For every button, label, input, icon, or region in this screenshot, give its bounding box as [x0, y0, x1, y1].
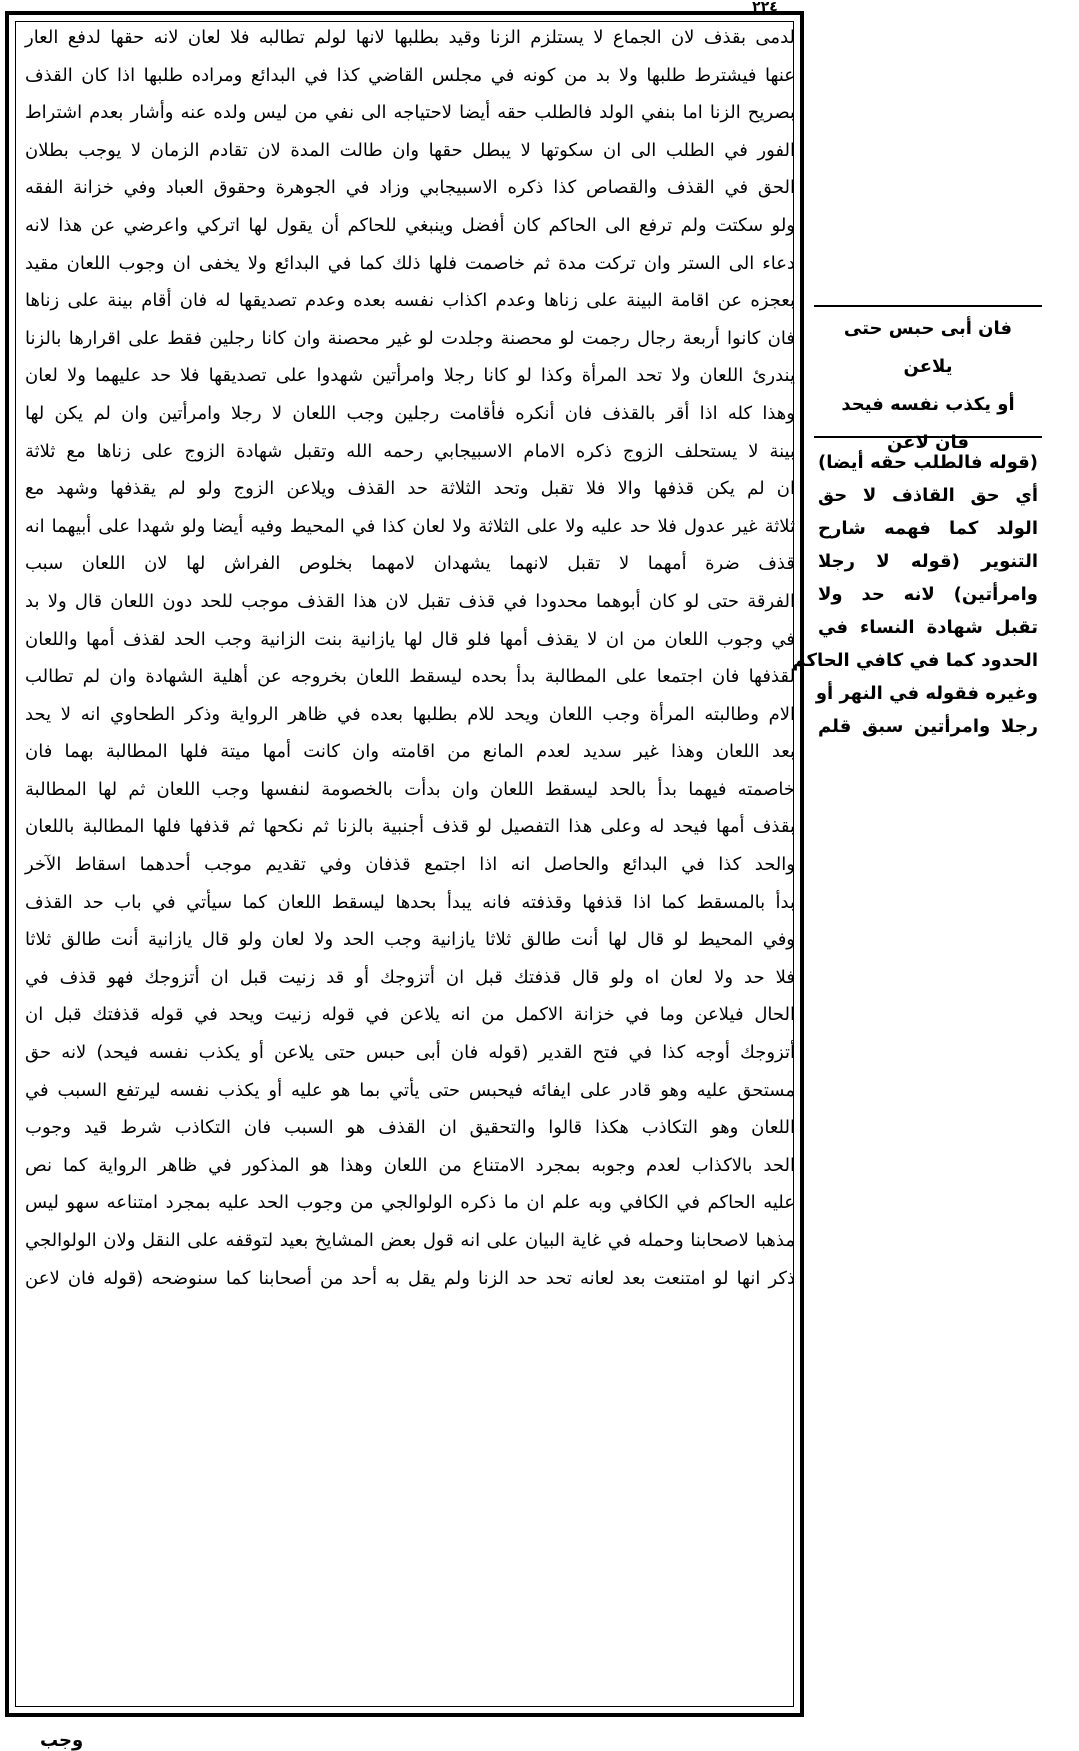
- text-line: بقذف أمها فيحد له وعلى هذا التفصيل لو قذف أجنبية بالزنا ثم نكحها ثم قذفها فلها المطالبة باللعان: [25, 816, 795, 838]
- text-line: وهذا كله اذا أقر بالقذف فان أنكره فأقامت رجلين وجب اللعان لا رجلا وامرأتين وان لم يكن لها: [25, 402, 795, 424]
- text-line: لدمى بقذف لان الجماع لا يستلزم الزنا وقيد بطلبها لانها لولم تطالبه فلا لعان لانه حقها لدفع العار: [25, 27, 795, 48]
- main-text-body: [25, 19, 795, 1297]
- text-line: ذكر انها لو امتنعت بعد لعانه تحد حد الزنا ولم يقل به أحد من أصحابنا كما سنوضحه (قوله فان لاعن: [25, 1267, 795, 1289]
- text-line: فان كانوا أربعة رجال رجمت لو محصنة وجلدت لو غير محصنة وان كانا رجلين فقط على اقرارها بالزنا: [25, 327, 795, 349]
- main-text-frame: [5, 11, 804, 1717]
- text-line: الفرقة حتى لو كان أبوهما محدودا في قذف تقبل لان هذا القذف موجب للحد دون اللعان قال ولا بد: [25, 590, 795, 612]
- text-line: الفور في الطلب الى ان سكوتها لا يبطل حقها وان طالت المدة لان تقادم الزمان لا يوجب بطلان: [25, 139, 795, 161]
- text-line: عليه الحاكم في الكافي وبه علم ان ما ذكره الولوالجي من وجوب الحد عليه بمجرد امتناعه سهو ليس: [25, 1192, 795, 1214]
- text-line: دعاء الى الستر وان تركت مدة ثم خاصمت فلها ذلك كما في البدائع ولا يخفى ان وجوب اللعان مقيد: [25, 252, 795, 274]
- margin-hashiya-line: تقبل شهادة النساء في: [818, 617, 1038, 638]
- text-line: الحد بالاكذاب لعدم وجوبه بمجرد الامتناع من اللعان وهذا هو المذكور في ظاهر الرواية كما نص: [25, 1154, 795, 1176]
- margin-hashiya-line: وغيره فقوله في النهر أو: [815, 683, 1038, 704]
- text-line: فلا حد ولا لعان اه ولو قال قذفتك قبل ان أتزوجك أو قد زنيت قبل ان أتزوجك فهو قذف في: [25, 966, 795, 988]
- text-line: ان لم يكن قذفها والا فلا تقبل وتحد الثلاثة حد القذف ويلاعن الزوج ولو لم يقذفها وشهد مع: [25, 478, 795, 500]
- text-line: الام وطالبته المرأة وجب اللعان ويحد للام بطلبها بعده في ظاهر الرواية وذكر الطحاوي انه لا يحد: [25, 703, 795, 725]
- text-line: بعد اللعان وهذا غير سديد لعدم المانع من اقامته وان كانت أمها ميتة فلها المطالبة بهما فان: [25, 741, 795, 763]
- text-line: والحد كذا في البدائع والحاصل انه اذا اجتمع قذفان وفي تقديم موجب أحدهما اسقاط الآخر: [25, 854, 795, 876]
- margin-hashiya-line: رجلا وامرأتين سبق قلم: [818, 716, 1038, 737]
- page-number: ٢٢٤: [752, 0, 778, 15]
- text-line: بعجزه عن اقامة البينة على زناها وعدم اكذاب نفسه بعده وعدم تصديقها له فان أقام بينة على زناها: [25, 290, 795, 312]
- margin-hashiya-line: الحدود كما في كافي الحاكم: [792, 650, 1038, 671]
- margin-hashiya-line: وامرأتين) لانه حد ولا: [818, 584, 1038, 605]
- text-line: مذهبا لاصحابنا وحمله في غاية البيان على انه قول بعض المشايخ بعيد لتوقفه على النقل ولان الولوالجي: [25, 1230, 795, 1251]
- text-line: عنها فيشترط طلبها ولا بد من كونه في مجلس القاضي كذا في البدائع ومراده طلبها اذا كان القذف: [25, 64, 795, 86]
- text-line: وفي المحيط لو قال لها أنت طالق ثلاثا يازانية وجب الحد ولا لعان ولو قال يازانية أنت طالق ثلاثا: [25, 929, 795, 951]
- margin-hashiya-line: التنوير (قوله لا رجلا: [818, 551, 1038, 572]
- margin-matn-block: [818, 310, 1038, 462]
- margin-divider-rule: [814, 436, 1042, 438]
- margin-matn-line: فان لاعن: [886, 432, 970, 453]
- text-line: بصريح الزنا اما بنفي الولد فالطلب حقه أيضا لاحتياجه الى نفي من ليس ولده عنه وأشار بعدم اشتراط: [25, 102, 795, 124]
- margin-hashiya-line: أي حق القاذف لا حق: [818, 485, 1038, 506]
- margin-matn-line: فان أبى حبس حتى يلاعن: [843, 318, 1013, 377]
- margin-matn-line: أو يكذب نفسه فيحد: [841, 394, 1015, 415]
- text-line: ثلاثة غير عدول فلا حد عليه ولا على الثلاثة ولا لعان كذا في المحيط وفيه أيضا ولو شهدا على أبيهما انه: [25, 515, 795, 537]
- text-line: يندرئ اللعان ولا تحد المرأة وكذا لو كانا رجلا وامرأتين شهدوا على تصديقها فلا حد عليهما ولا لعان: [25, 365, 795, 387]
- text-line: بينة لا يستحلف الزوج ذكره الامام الاسبيجابي رحمه الله وتقبل شهادة الزوج على زناها مع ثلاثة: [25, 440, 795, 462]
- text-line: الحق في القذف والقصاص كذا ذكره الاسبيجابي وزاد في الجوهرة وحقوق العباد وفي خزانة الفقه: [25, 177, 795, 199]
- text-line: الحال فيلاعن وما في خزانة الاكمل من انه يلاعن في قوله زنيت ويحد في قوله قذفتك قبل ان: [25, 1004, 795, 1026]
- text-line: قذف ضرة أمهما لا تقبل لانهما يشهدان لامهما بخلوص الفراش لها لان اللعان سبب: [25, 553, 795, 575]
- text-line: ولو سكتت ولم ترفع الى الحاكم كان أفضل وينبغي للحاكم أن يقول لها اتركي واعرضي عن هذا لانه: [25, 214, 795, 236]
- text-line: أتزوجك أوجه كذا في فتح القدير (قوله فان أبى حبس حتى يلاعن أو يكذب نفسه فيحد) لانه حق: [25, 1042, 795, 1064]
- margin-hashiya-line: الولد كما فهمه شارح: [818, 518, 1038, 539]
- margin-hashiya-line: (قوله فالطلب حقه أيضا): [818, 452, 1038, 473]
- text-line: مستحق عليه وهو قادر على ايفائه فيحبس حتى يأتي بما هو عليه أو يكذب نفسه ليرتفع السبب في: [25, 1079, 795, 1101]
- text-line: لقذفها فان اجتمعا على المطالبة بدأ بحده ليسقط اللعان بخروجه عن أهلية الشهادة وان لم تطالب: [25, 666, 795, 688]
- catchword: وجب: [40, 1730, 84, 1751]
- text-line: بدأ بالمسقط كما اذا قذفها وقذفته فانه يبدأ بحدها ليسقط اللعان كما سيأتي في باب حد القذف: [25, 891, 795, 913]
- text-line: خاصمته فيهما بدأ بالحد ليسقط اللعان وان بدأت بالخصومة لنفسها وجب اللعان ثم لها المطالبة: [25, 778, 795, 800]
- text-line: في وجوب اللعان من ان لا يقذف أمها فلو قال لها يازانية بنت الزانية وجب الحد لقذف أمها واللعان: [25, 628, 795, 650]
- text-line: اللعان وهو التكاذب هكذا قالوا والتحقيق ان القذف هو السبب فان التكاذب شرط قيد وجوب: [25, 1117, 795, 1139]
- margin-hashiya-block: [792, 446, 1038, 743]
- margin-top-rule: [814, 305, 1042, 307]
